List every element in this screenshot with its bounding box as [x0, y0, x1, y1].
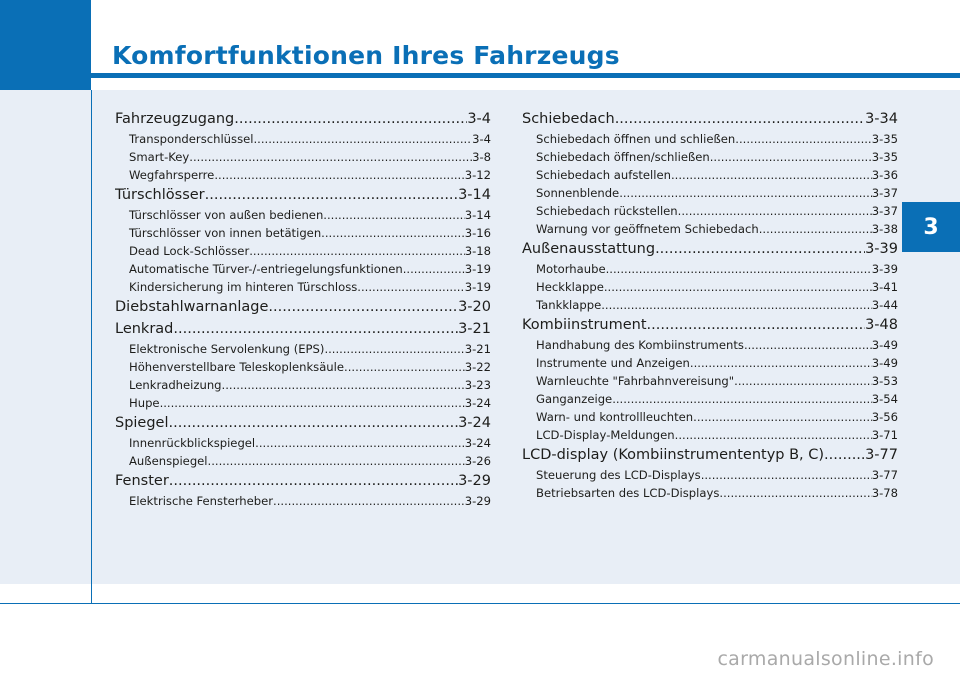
- toc-subsection-entry[interactable]: [522, 220, 898, 238]
- toc-section-entry[interactable]: [115, 184, 491, 206]
- toc-entry-label: Betriebsarten des LCD-Displays: [536, 486, 720, 500]
- toc-entry-page: 3-16: [464, 226, 491, 240]
- toc-leader-dots: [701, 466, 872, 484]
- toc-entry-label: Hupe: [129, 396, 160, 410]
- toc-subsection-entry[interactable]: [115, 148, 491, 166]
- toc-entry-label: Ganganzeige: [536, 392, 613, 406]
- toc-entry-label: Handhabung des Kombiinstruments: [536, 338, 744, 352]
- toc-entry-page: 3-29: [458, 473, 491, 489]
- toc-column-right: [522, 108, 898, 502]
- toc-subsection-entry[interactable]: [522, 336, 898, 354]
- toc-entry-label: Türschlösser von außen bedienen: [129, 208, 324, 222]
- toc-section-entry[interactable]: [115, 412, 491, 434]
- toc-entry-page: 3-37: [871, 204, 898, 218]
- chapter-number: 3: [923, 214, 939, 240]
- toc-entry-page: 3-19: [464, 262, 491, 276]
- toc-leader-dots: [205, 184, 458, 206]
- toc-subsection-entry[interactable]: [522, 202, 898, 220]
- toc-entry-page: 3-29: [464, 494, 491, 508]
- toc-entry-page: 3-24: [464, 396, 491, 410]
- toc-entry-page: 3-4: [472, 132, 491, 146]
- header-corner-block: [0, 0, 91, 90]
- toc-leader-dots: [719, 484, 871, 502]
- toc-subsection-entry[interactable]: [115, 242, 491, 260]
- toc-leader-dots: [735, 130, 871, 148]
- toc-entry-page: 3-14: [464, 208, 491, 222]
- toc-entry-page: 3-41: [871, 280, 898, 294]
- toc-section-entry[interactable]: [522, 108, 898, 130]
- toc-leader-dots: [324, 340, 464, 358]
- toc-leader-dots: [601, 296, 871, 314]
- toc-subsection-entry[interactable]: [115, 376, 491, 394]
- toc-subsection-entry[interactable]: [522, 426, 898, 444]
- toc-subsection-entry[interactable]: [522, 408, 898, 426]
- toc-entry-label: Steuerung des LCD-Displays: [536, 468, 701, 482]
- footer-rule: [0, 603, 960, 604]
- toc-subsection-entry[interactable]: [115, 340, 491, 358]
- toc-leader-dots: [268, 296, 458, 318]
- toc-entry-page: 3-54: [871, 392, 898, 406]
- toc-entry-label: Fahrzeugzugang: [115, 111, 235, 127]
- toc-entry-label: Schiebedach öffnen/schließen: [536, 150, 710, 164]
- toc-leader-dots: [173, 318, 458, 340]
- toc-leader-dots: [759, 220, 872, 238]
- toc-entry-label: Innenrückblickspiegel: [129, 436, 256, 450]
- toc-subsection-entry[interactable]: [522, 354, 898, 372]
- toc-entry-label: Schiebedach: [522, 111, 615, 127]
- toc-leader-dots: [671, 166, 872, 184]
- toc-leader-dots: [606, 260, 872, 278]
- toc-section-entry[interactable]: [522, 314, 898, 336]
- toc-entry-label: Elektrische Fensterheber: [129, 494, 274, 508]
- toc-entry-label: Instrumente und Anzeigen: [536, 356, 690, 370]
- toc-entry-label: Spiegel: [115, 415, 169, 431]
- toc-entry-page: 3-77: [871, 468, 898, 482]
- toc-entry-label: Warnung vor geöffnetem Schiebedach: [536, 222, 759, 236]
- toc-entry-page: 3-71: [871, 428, 898, 442]
- toc-leader-dots: [253, 130, 472, 148]
- toc-entry-label: Kombiinstrument: [522, 317, 647, 333]
- toc-entry-label: Wegfahrsperre: [129, 168, 215, 182]
- toc-subsection-entry[interactable]: [522, 130, 898, 148]
- toc-subsection-entry[interactable]: [522, 372, 898, 390]
- toc-entry-page: 3-26: [464, 454, 491, 468]
- toc-entry-label: Warn- und kontrollleuchten: [536, 410, 694, 424]
- toc-subsection-entry[interactable]: [115, 166, 491, 184]
- toc-subsection-entry[interactable]: [522, 296, 898, 314]
- toc-section-entry[interactable]: [522, 238, 898, 260]
- toc-entry-label: Lenkradheizung: [129, 378, 222, 392]
- toc-subsection-entry[interactable]: [115, 452, 491, 470]
- toc-subsection-entry[interactable]: [522, 278, 898, 296]
- toc-entry-label: Diebstahlwarnanlage: [115, 299, 269, 315]
- toc-section-entry[interactable]: [115, 296, 491, 318]
- toc-entry-page: 3-44: [871, 298, 898, 312]
- toc-leader-dots: [321, 224, 465, 242]
- toc-leader-dots: [222, 376, 465, 394]
- toc-entry-page: 3-22: [464, 360, 491, 374]
- toc-leader-dots: [615, 108, 865, 130]
- toc-subsection-entry[interactable]: [115, 224, 491, 242]
- toc-entry-page: 3-34: [865, 111, 898, 127]
- toc-subsection-entry[interactable]: [522, 148, 898, 166]
- toc-entry-page: 3-37: [871, 186, 898, 200]
- toc-entry-page: 3-12: [464, 168, 491, 182]
- toc-entry-page: 3-24: [464, 436, 491, 450]
- toc-subsection-entry[interactable]: [522, 166, 898, 184]
- toc-subsection-entry[interactable]: [115, 278, 491, 296]
- toc-entry-label: Schiebedach öffnen und schließen: [536, 132, 736, 146]
- toc-subsection-entry[interactable]: [522, 184, 898, 202]
- toc-leader-dots: [189, 148, 472, 166]
- header-rule: [91, 73, 960, 78]
- toc-subsection-entry[interactable]: [115, 358, 491, 376]
- toc-entry-page: 3-14: [458, 187, 491, 203]
- toc-leader-dots: [234, 108, 467, 130]
- toc-entry-label: Lenkrad: [115, 321, 174, 337]
- toc-entry-label: Motorhaube: [536, 262, 606, 276]
- toc-leader-dots: [344, 358, 465, 376]
- toc-subsection-entry[interactable]: [115, 260, 491, 278]
- toc-entry-label: Kindersicherung im hinteren Türschloss: [129, 280, 358, 294]
- toc-leader-dots: [169, 412, 459, 434]
- toc-entry-label: Fenster: [115, 473, 169, 489]
- toc-entry-label: Türschlösser von innen betätigen: [129, 226, 322, 240]
- toc-leader-dots: [678, 202, 872, 220]
- toc-entry-page: 3-35: [871, 132, 898, 146]
- toc-subsection-entry[interactable]: [115, 434, 491, 452]
- toc-entry-page: 3-4: [467, 111, 491, 127]
- toc-column-left: [115, 108, 491, 510]
- toc-entry-label: Tankklappe: [536, 298, 602, 312]
- toc-entry-label: Außenausstattung: [522, 241, 656, 257]
- toc-entry-page: 3-35: [871, 150, 898, 164]
- toc-leader-dots: [403, 260, 465, 278]
- toc-section-entry[interactable]: [115, 470, 491, 492]
- toc-section-entry[interactable]: [115, 318, 491, 340]
- left-margin-rule: [91, 90, 92, 604]
- toc-section-entry[interactable]: [115, 108, 491, 130]
- toc-leader-dots: [249, 242, 464, 260]
- toc-entry-page: 3-56: [871, 410, 898, 424]
- toc-entry-label: LCD-display (Kombiinstrumententyp B, C): [522, 447, 825, 463]
- toc-entry-page: 3-38: [871, 222, 898, 236]
- toc-leader-dots: [357, 278, 464, 296]
- toc-subsection-entry[interactable]: [115, 394, 491, 412]
- toc-leader-dots: [612, 390, 872, 408]
- toc-leader-dots: [710, 148, 872, 166]
- toc-entry-label: Schiebedach rückstellen: [536, 204, 678, 218]
- toc-leader-dots: [160, 394, 465, 412]
- toc-entry-label: Transponderschlüssel: [129, 132, 254, 146]
- toc-subsection-entry[interactable]: [522, 484, 898, 502]
- toc-subsection-entry[interactable]: [115, 206, 491, 224]
- toc-subsection-entry[interactable]: [522, 466, 898, 484]
- toc-entry-page: 3-39: [871, 262, 898, 276]
- toc-leader-dots: [655, 238, 865, 260]
- toc-leader-dots: [255, 434, 465, 452]
- toc-leader-dots: [734, 372, 872, 390]
- toc-entry-page: 3-19: [464, 280, 491, 294]
- toc-entry-page: 3-24: [458, 415, 491, 431]
- toc-leader-dots: [169, 470, 458, 492]
- toc-subsection-entry[interactable]: [115, 130, 491, 148]
- watermark: carmanualsonline.info: [717, 648, 934, 670]
- toc-entry-label: Heckklappe: [536, 280, 604, 294]
- toc-leader-dots: [693, 408, 872, 426]
- toc-leader-dots: [208, 452, 465, 470]
- toc-entry-label: Außenspiegel: [129, 454, 208, 468]
- toc-entry-label: Türschlösser: [115, 187, 205, 203]
- toc-entry-page: 3-49: [871, 356, 898, 370]
- toc-leader-dots: [675, 426, 872, 444]
- toc-entry-page: 3-18: [464, 244, 491, 258]
- toc-entry-page: 3-21: [458, 321, 491, 337]
- toc-leader-dots: [273, 492, 465, 510]
- toc-leader-dots: [690, 354, 872, 372]
- chapter-tab[interactable]: [902, 202, 960, 252]
- page-title: Komfortfunktionen Ihres Fahrzeugs: [112, 41, 620, 70]
- toc-entry-page: 3-78: [871, 486, 898, 500]
- toc-entry-label: Automatische Türver-/-entriegelungsfunktionen: [129, 262, 403, 276]
- toc-entry-page: 3-20: [458, 299, 491, 315]
- toc-entry-page: 3-48: [865, 317, 898, 333]
- toc-entry-page: 3-21: [464, 342, 491, 356]
- toc-entry-label: Sonnenblende: [536, 186, 620, 200]
- toc-leader-dots: [604, 278, 872, 296]
- toc-entry-label: Höhenverstellbare Teleskoplenksäule: [129, 360, 345, 374]
- toc-entry-page: 3-39: [865, 241, 898, 257]
- toc-leader-dots: [744, 336, 872, 354]
- toc-entry-page: 3-53: [871, 374, 898, 388]
- toc-leader-dots: [619, 184, 872, 202]
- toc-entry-page: 3-8: [472, 150, 491, 164]
- toc-subsection-entry[interactable]: [522, 260, 898, 278]
- toc-entry-label: Warnleuchte "Fahrbahnvereisung": [536, 374, 735, 388]
- toc-entry-label: Dead Lock-Schlösser: [129, 244, 250, 258]
- toc-entry-page: 3-77: [865, 447, 898, 463]
- toc-subsection-entry[interactable]: [115, 492, 491, 510]
- toc-entry-label: Elektronische Servolenkung (EPS): [129, 342, 325, 356]
- toc-section-entry[interactable]: [522, 444, 898, 466]
- toc-leader-dots: [323, 206, 464, 224]
- toc-entry-page: 3-23: [464, 378, 491, 392]
- toc-leader-dots: [214, 166, 464, 184]
- toc-entry-page: 3-49: [871, 338, 898, 352]
- toc-entry-label: LCD-Display-Meldungen: [536, 428, 675, 442]
- toc-leader-dots: [647, 314, 866, 336]
- toc-entry-label: Smart-Key: [129, 150, 190, 164]
- toc-entry-page: 3-36: [871, 168, 898, 182]
- toc-leader-dots: [824, 444, 865, 466]
- toc-entry-label: Schiebedach aufstellen: [536, 168, 671, 182]
- toc-subsection-entry[interactable]: [522, 390, 898, 408]
